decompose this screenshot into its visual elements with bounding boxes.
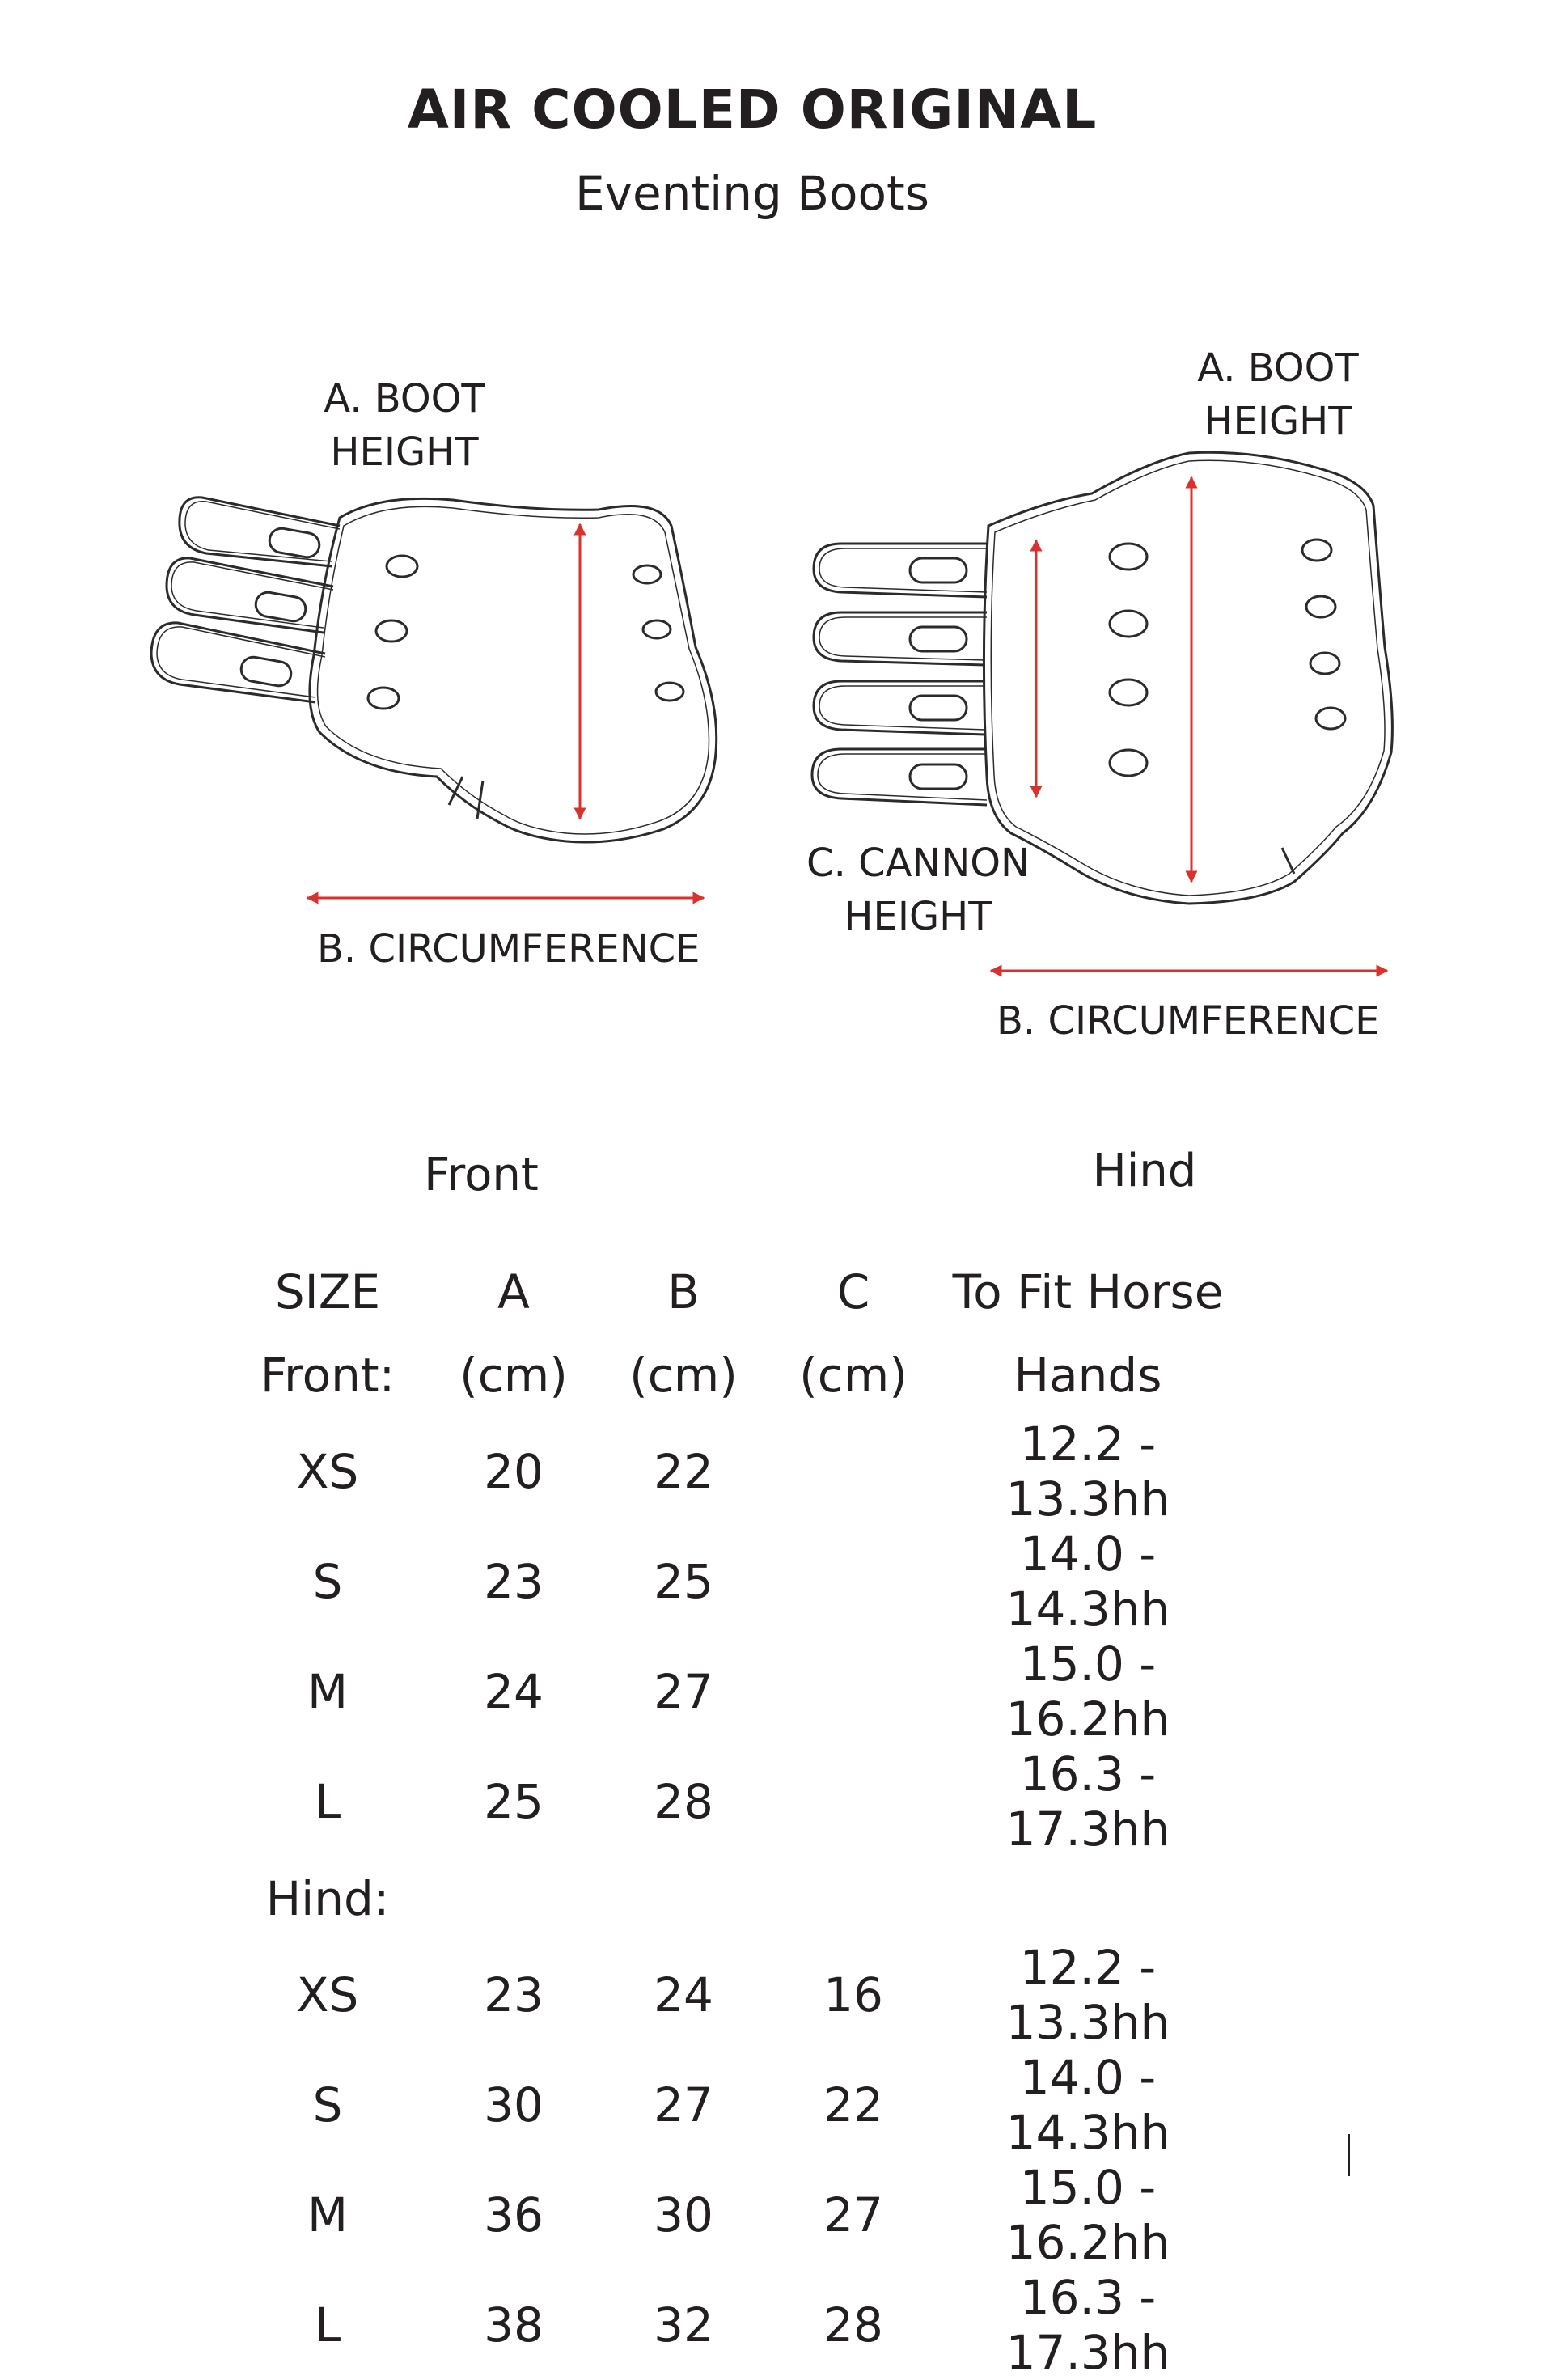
size-cell: S <box>312 2077 343 2132</box>
size-cell: L <box>314 2297 341 2352</box>
hind-heading: Hind <box>1092 1145 1197 1197</box>
hind-boot-height-label-line2: HEIGHT <box>1204 399 1352 444</box>
table-group-row <box>226 1857 1238 1940</box>
b-cell: 24 <box>654 1967 713 2022</box>
header-b: B <box>667 1264 700 1319</box>
size-cell: XS <box>296 1444 359 1499</box>
size-cell: M <box>307 2187 349 2242</box>
table-header-row <box>226 1250 1238 1333</box>
text-cursor-mark <box>1348 2134 1350 2176</box>
header-size: SIZE <box>274 1264 381 1319</box>
unit-a: (cm) <box>459 1347 568 1403</box>
c-cell <box>768 1527 938 1637</box>
front-boot-height-label <box>291 372 518 479</box>
b-cell: 25 <box>654 1554 713 1609</box>
b-cell: 27 <box>654 1664 713 1719</box>
c-cell: 16 <box>823 1967 883 2022</box>
c-cell: 28 <box>823 2297 883 2352</box>
fit-cell: 14.0 - 14.3hh <box>1005 1527 1170 1637</box>
table-units-row <box>226 1333 1238 1417</box>
table-row <box>226 1637 1238 1747</box>
a-cell: 36 <box>484 2187 544 2242</box>
table-row <box>226 2270 1238 2380</box>
b-cell: 32 <box>654 2297 713 2352</box>
hind-group-label: Hind: <box>265 1870 390 1926</box>
front-boot-height-label-line2: HEIGHT <box>330 430 479 475</box>
table-row <box>226 2160 1238 2270</box>
front-boot-illustration <box>151 498 717 842</box>
size-table <box>226 1250 1238 2380</box>
fit-cell: 15.0 - 16.2hh <box>1005 2160 1170 2270</box>
a-cell: 23 <box>484 1554 544 1609</box>
b-cell: 27 <box>654 2077 713 2132</box>
fit-cell: 12.2 - 13.3hh <box>1005 1417 1170 1527</box>
c-cell <box>768 1417 938 1527</box>
front-group-label: Front: <box>260 1347 396 1403</box>
a-cell: 25 <box>484 1774 544 1829</box>
front-circumference-label: B. CIRCUMFERENCE <box>317 926 700 972</box>
boot-diagrams <box>0 0 1553 1068</box>
unit-c: (cm) <box>799 1347 908 1403</box>
b-cell: 30 <box>654 2187 713 2242</box>
size-cell: M <box>307 1664 349 1719</box>
unit-b: (cm) <box>629 1347 738 1403</box>
hind-cannon-height-label <box>789 836 1047 943</box>
fit-cell: 14.0 - 14.3hh <box>1005 2050 1170 2160</box>
hind-boot-height-label <box>1165 341 1391 448</box>
a-cell: 38 <box>484 2297 544 2352</box>
table-row <box>226 1417 1238 1527</box>
page-subtitle: Eventing Boots <box>574 166 929 221</box>
hind-boot-height-label-line1: A. BOOT <box>1197 345 1359 391</box>
a-cell: 23 <box>484 1967 544 2022</box>
b-cell: 22 <box>654 1444 713 1499</box>
a-cell: 20 <box>484 1444 544 1499</box>
table-row <box>226 1527 1238 1637</box>
hind-cannon-height-label-line1: C. CANNON <box>806 841 1030 886</box>
table-row <box>226 1747 1238 1857</box>
hind-cannon-height-label-line2: HEIGHT <box>844 894 992 939</box>
c-cell <box>768 1747 938 1857</box>
c-cell: 27 <box>823 2187 883 2242</box>
table-row <box>226 2050 1238 2160</box>
header-a: A <box>497 1264 530 1319</box>
fit-cell: 15.0 - 16.2hh <box>1005 1637 1170 1747</box>
unit-fit: Hands <box>1013 1347 1162 1403</box>
page-title: AIR COOLED ORIGINAL <box>407 78 1098 141</box>
header-fit: To Fit Horse <box>952 1264 1224 1319</box>
hind-circumference-label: B. CIRCUMFERENCE <box>997 998 1380 1044</box>
header-c: C <box>836 1264 870 1319</box>
size-cell: XS <box>296 1967 359 2022</box>
size-cell: S <box>312 1554 343 1609</box>
front-boot-height-label-line1: A. BOOT <box>324 376 485 421</box>
c-cell: 22 <box>823 2077 883 2132</box>
fit-cell: 16.3 - 17.3hh <box>1005 2270 1170 2380</box>
fit-cell: 12.2 - 13.3hh <box>1005 1940 1170 2050</box>
c-cell <box>768 1637 938 1747</box>
table-row <box>226 1940 1238 2050</box>
size-cell: L <box>314 1774 341 1829</box>
front-heading: Front <box>424 1149 539 1201</box>
b-cell: 28 <box>654 1774 713 1829</box>
a-cell: 24 <box>484 1664 544 1719</box>
a-cell: 30 <box>484 2077 544 2132</box>
fit-cell: 16.3 - 17.3hh <box>1005 1747 1170 1857</box>
